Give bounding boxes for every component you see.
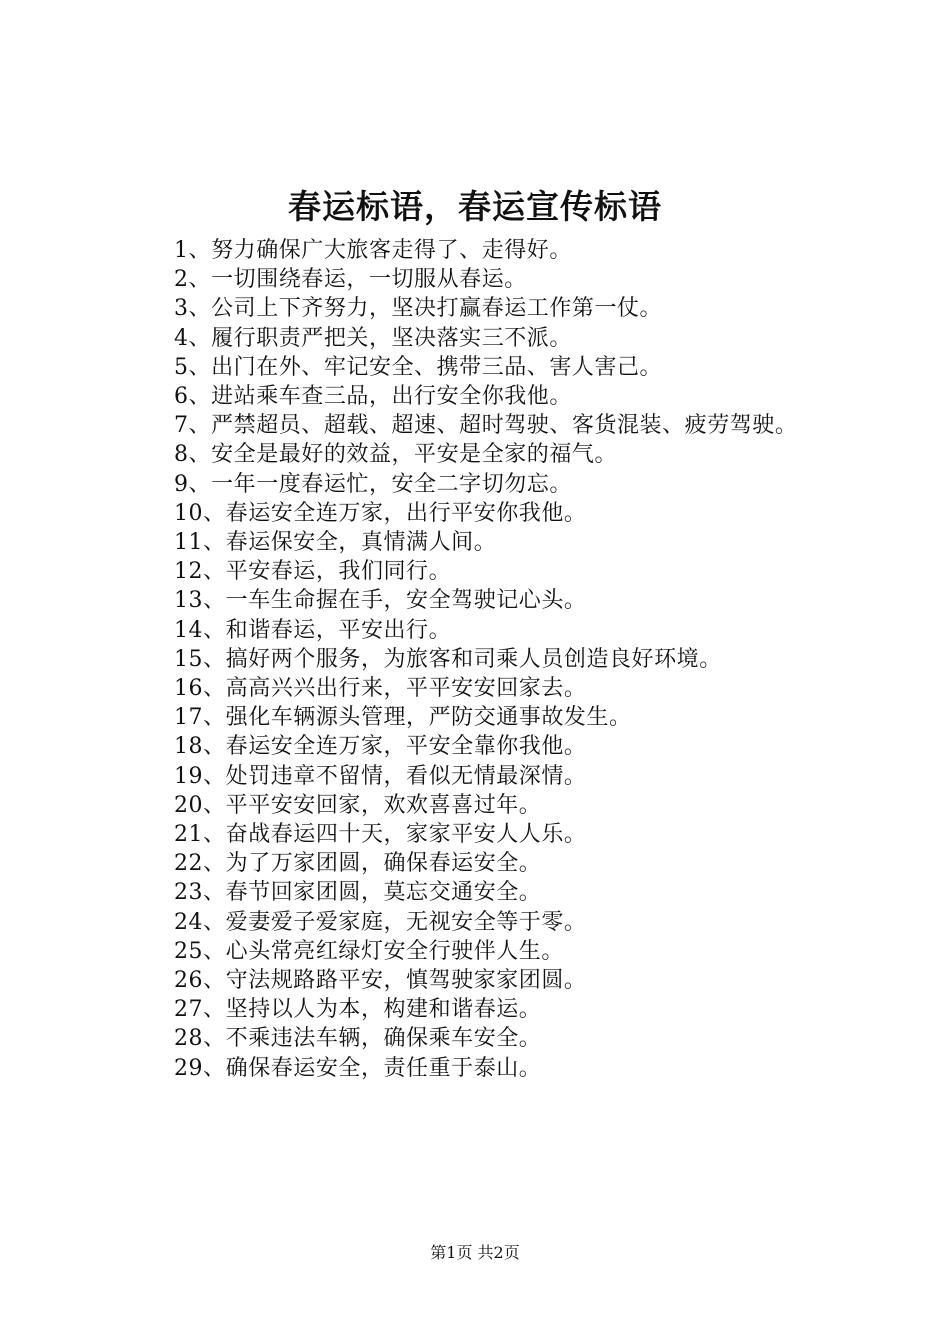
slogan-item: 18、春运安全连万家，平安全靠你我他。: [174, 734, 587, 760]
slogan-item: 8、安全是最好的效益，平安是全家的福气。: [174, 442, 617, 468]
slogan-item: 14、和谐春运，平安出行。: [174, 617, 452, 643]
slogan-item: 29、确保春运安全，责任重于泰山。: [174, 1055, 542, 1081]
slogan-item: 19、处罚违章不留情，看似无情最深情。: [174, 763, 587, 789]
slogan-item: 1、努力确保广大旅客走得了、走得好。: [174, 238, 572, 263]
slogan-item: 10、春运安全连万家，出行平安你我他。: [174, 500, 587, 526]
slogan-item: 13、一车生命握在手，安全驾驶记心头。: [174, 588, 587, 614]
slogan-item: 24、爱妻爱子爱家庭，无视安全等于零。: [174, 909, 587, 935]
slogan-item: 16、高高兴兴出行来，平平安安回家去。: [174, 676, 587, 702]
page-footer: 第1页 共2页: [430, 1243, 520, 1262]
slogan-item: 26、守法规路路平安，慎驾驶家家团圆。: [174, 968, 587, 994]
slogan-list: [130, 236, 830, 1083]
slogan-item: 23、春节回家团圆，莫忘交通安全。: [174, 880, 542, 906]
slogan-item: 27、坚持以人为本，构建和谐春运。: [174, 997, 542, 1023]
slogan-item: 4、履行职责严把关，坚决落实三不派。: [174, 325, 572, 351]
slogan-item: 12、平安春运，我们同行。: [174, 559, 452, 585]
slogan-item: 20、平平安安回家，欢欢喜喜过年。: [174, 792, 542, 818]
slogan-item: 25、心头常亮红绿灯安全行驶伴人生。: [174, 938, 564, 964]
slogan-item: 21、奋战春运四十天，家家平安人人乐。: [174, 822, 587, 848]
slogan-item: 6、进站乘车查三品，出行安全你我他。: [174, 384, 572, 410]
slogan-item: 11、春运保安全，真情满人间。: [174, 530, 497, 556]
slogan-item: 15、搞好两个服务，为旅客和司乘人员创造良好环境。: [174, 646, 722, 672]
slogan-item: 3、公司上下齐努力，坚决打赢春运工作第一仗。: [174, 296, 663, 322]
slogan-item: 28、不乘违法车辆，确保乘车安全。: [174, 1026, 542, 1052]
document-title: 春运标语，春运宣传标语: [288, 187, 662, 226]
slogan-item: 9、一年一度春运忙，安全二字切勿忘。: [174, 471, 572, 497]
slogan-item: 7、严禁超员、超载、超速、超时驾驶、客货混装、疲劳驾驶。: [174, 413, 798, 439]
slogan-item: 22、为了万家团圆，确保春运安全。: [174, 851, 542, 877]
slogan-item: 2、一切围绕春运，一切服从春运。: [174, 267, 527, 293]
slogan-item: 17、强化车辆源头管理，严防交通事故发生。: [174, 705, 632, 731]
slogan-item: 5、出门在外、牢记安全、携带三品、害人害己。: [174, 354, 663, 380]
